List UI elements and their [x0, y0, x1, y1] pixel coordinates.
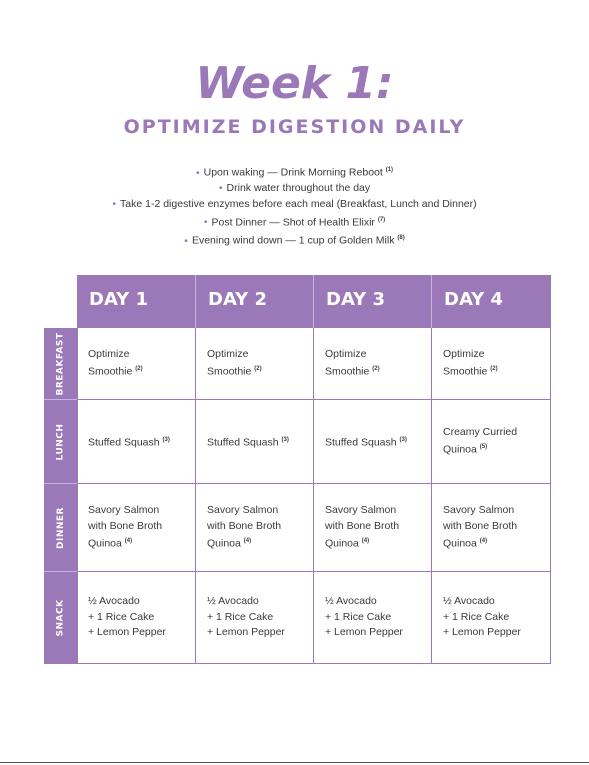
meal-cell: Creamy Curried Quinoa $^{(5)}$ — [432, 400, 551, 484]
meal-cell: ½ Avocado + 1 Rice Cake + Lemon Pepper — [432, 572, 551, 664]
day-header-row — [77, 275, 551, 328]
instruction-item: • Evening wind down — 1 cup of Golden Milk $^{(8)}$ — [184, 234, 405, 247]
meal-cell: Savory Salmon with Bone Broth Quinoa $^{(4)}$ — [432, 484, 551, 572]
meal-cell: ½ Avocado + 1 Rice Cake + Lemon Pepper — [77, 572, 196, 664]
page-subtitle: OPTIMIZE DIGESTION DAILY — [123, 116, 466, 138]
meal-cell: Optimize Smoothie $^{(2)}$ — [196, 328, 314, 400]
day-header-1: DAY 1 — [77, 275, 196, 328]
meal-cell: Savory Salmon with Bone Broth Quinoa $^{(4)}$ — [314, 484, 432, 572]
meal-label-snack: SNACK — [44, 572, 77, 664]
meal-cell: Optimize Smoothie $^{(2)}$ — [432, 328, 551, 400]
bullet-icon: • — [218, 182, 223, 195]
reference-number: (1) — [385, 167, 394, 173]
meal-cell: ½ Avocado + 1 Rice Cake + Lemon Pepper — [196, 572, 314, 664]
meal-plan-grid — [77, 328, 551, 664]
meal-cell: Stuffed Squash $^{(3)}$ — [196, 400, 314, 484]
bullet-icon: • — [184, 234, 188, 247]
instructions-list — [0, 163, 589, 249]
instruction-item: • Drink water throughout the day — [218, 182, 371, 195]
footer-rule — [0, 762, 589, 763]
instruction-item: • Take 1-2 digestive enzymes before each meal (Breakfast, Lunch and Dinner) — [112, 198, 477, 211]
reference-number: (8) — [397, 235, 405, 242]
reference-number: (7) — [377, 216, 386, 223]
meal-label-breakfast: BREAKFAST — [44, 328, 77, 400]
day-header-4: DAY 4 — [444, 289, 503, 310]
meal-cell: ½ Avocado + 1 Rice Cake + Lemon Pepper — [314, 572, 432, 664]
meal-cell: Optimize Smoothie $^{(2)}$ — [77, 328, 196, 400]
meal-cell: Optimize Smoothie $^{(2)}$ — [314, 328, 432, 400]
bullet-icon: • — [203, 216, 208, 229]
meal-label-dinner: DINNER — [44, 484, 77, 572]
bullet-icon: • — [112, 198, 117, 211]
page-title: Week 1: — [195, 58, 394, 109]
instruction-item: • Post Dinner — Shot of Health Elixir $^{(7)}$ — [203, 216, 386, 229]
day-header-2: DAY 2 — [196, 275, 314, 328]
meal-cell: Savory Salmon with Bone Broth Quinoa $^{(4)}$ — [196, 484, 314, 572]
meal-cell: Savory Salmon with Bone Broth Quinoa $^{(4)}$ — [77, 484, 196, 572]
meal-cell: Stuffed Squash $^{(3)}$ — [314, 400, 432, 484]
day-header-3: DAY 3 — [314, 275, 432, 328]
meal-cell: Stuffed Squash $^{(3)}$ — [77, 400, 196, 484]
meal-label-lunch: LUNCH — [44, 400, 77, 484]
instruction-item: • Upon waking — Drink Morning Reboot $^{(1)}$ — [195, 166, 394, 179]
bullet-icon: • — [195, 166, 200, 179]
